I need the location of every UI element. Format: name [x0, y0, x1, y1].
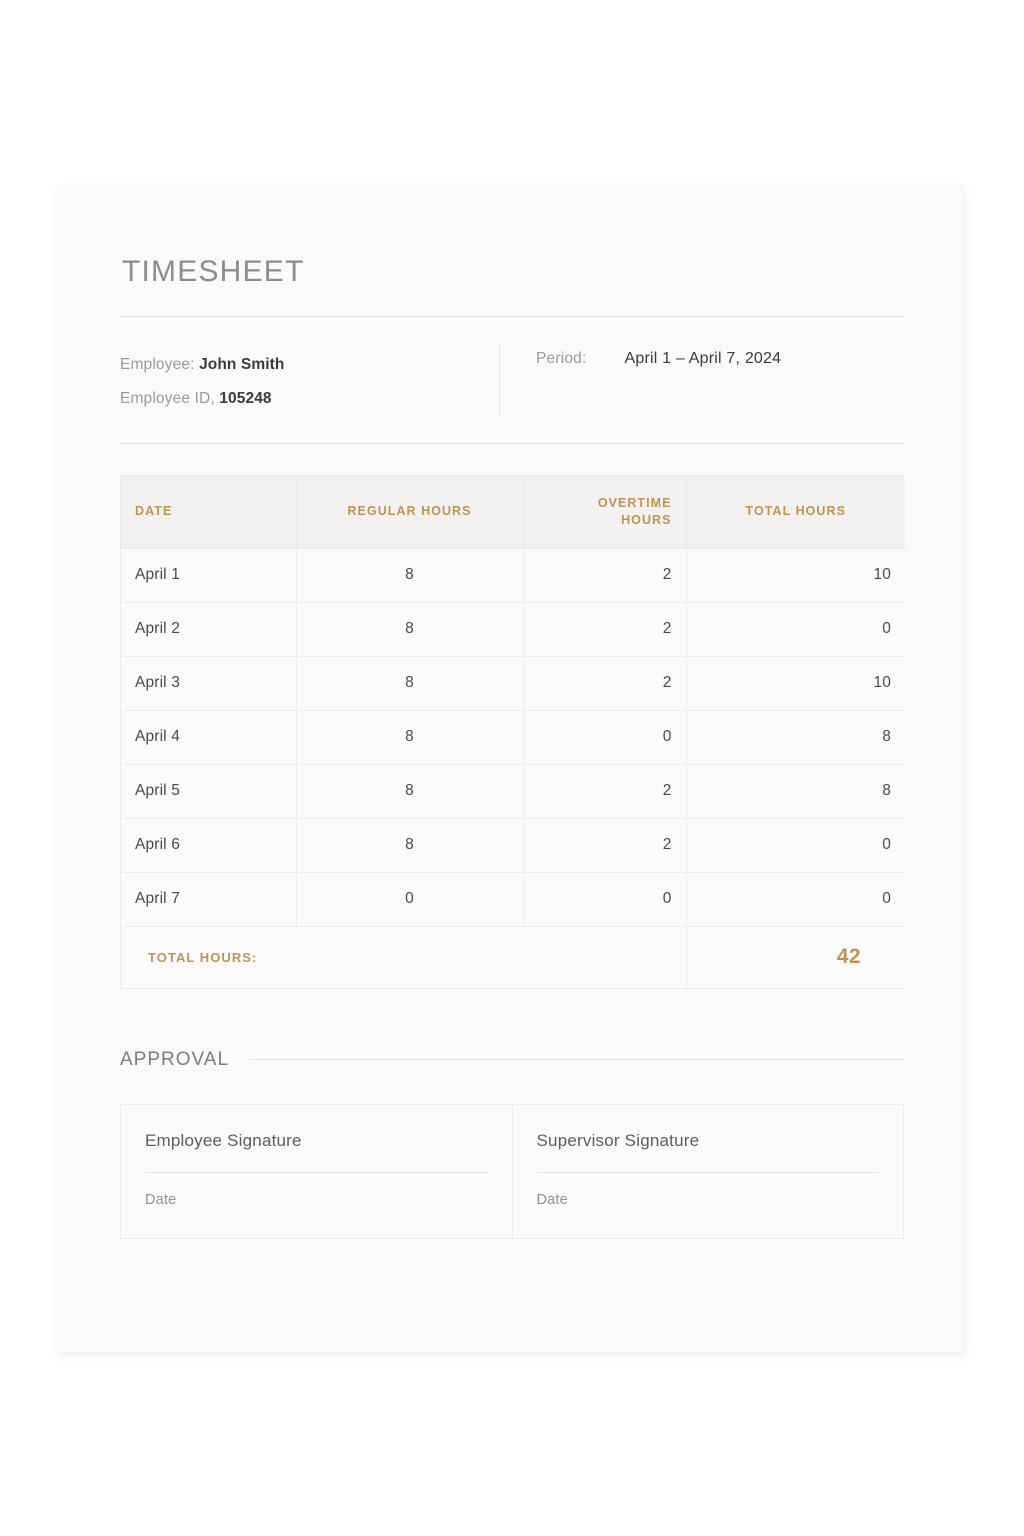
day-cell: April 5 [121, 764, 296, 818]
table-row [121, 710, 905, 764]
column-header-total-hours: TOTAL HOURS [686, 476, 905, 548]
table-row [121, 656, 905, 710]
table-row [121, 872, 905, 926]
employee-info-block [120, 341, 904, 423]
employee-id-label: Employee ID, [120, 390, 215, 407]
employee-signature-date-label: Date [145, 1191, 177, 1208]
column-header-regular-hours: REGULAR HOURS [296, 476, 523, 548]
supervisor-signature-line [537, 1172, 880, 1173]
table-row [121, 818, 905, 872]
total-hours-value: 42 [686, 926, 905, 988]
total-hours-cell: 0 [686, 602, 905, 656]
regular-hours-cell: 8 [296, 818, 523, 872]
day-cell: April 7 [121, 872, 296, 926]
document-content [120, 185, 904, 1239]
column-header-date: DATE [121, 476, 296, 548]
overtime-hours-cell: 0 [523, 710, 686, 764]
approval-section-header [120, 1049, 904, 1071]
overtime-header-line-1: OVERTIME [597, 496, 672, 510]
overtime-hours-cell: 2 [523, 818, 686, 872]
employee-name-label: Employee: [120, 356, 195, 373]
table-row [121, 548, 905, 602]
total-hours-label: TOTAL HOURS: [121, 926, 686, 988]
hours-table-container [120, 475, 904, 989]
total-hours-cell: 8 [686, 710, 905, 764]
approval-divider [249, 1059, 904, 1060]
regular-hours-cell: 8 [296, 602, 523, 656]
period-label: Period: [536, 350, 587, 367]
day-cell: April 1 [121, 548, 296, 602]
signature-section [120, 1104, 904, 1239]
table-header [121, 476, 905, 548]
table-body [121, 548, 905, 926]
total-hours-cell: 0 [686, 818, 905, 872]
overtime-hours-cell: 2 [523, 656, 686, 710]
overtime-header-line-2: HOURS [621, 512, 672, 527]
title-divider [120, 316, 904, 317]
day-cell: April 4 [121, 710, 296, 764]
table-row [121, 764, 905, 818]
regular-hours-cell: 8 [296, 548, 523, 602]
overtime-hours-cell: 2 [523, 548, 686, 602]
regular-hours-cell: 8 [296, 656, 523, 710]
approval-title: APPROVAL [120, 1048, 230, 1070]
day-cell: April 6 [121, 818, 296, 872]
total-hours-cell: 0 [686, 872, 905, 926]
employee-signature-line [145, 1172, 488, 1173]
regular-hours-cell: 0 [296, 872, 523, 926]
supervisor-signature-label: Supervisor Signature [536, 1130, 700, 1150]
table-footer [121, 926, 905, 988]
total-hours-row [121, 926, 905, 988]
column-header-overtime-hours [523, 476, 686, 548]
employee-signature-label: Employee Signature [145, 1130, 302, 1150]
day-cell: April 3 [121, 656, 296, 710]
hours-table [121, 476, 905, 989]
employee-signature-box[interactable] [121, 1105, 512, 1238]
employee-details [120, 341, 499, 423]
employee-name-value: John Smith [199, 356, 285, 373]
total-hours-cell: 10 [686, 656, 905, 710]
supervisor-signature-box[interactable] [512, 1105, 904, 1238]
table-header-row [121, 476, 905, 548]
meta-bottom-divider [120, 443, 904, 444]
overtime-hours-cell: 2 [523, 764, 686, 818]
regular-hours-cell: 8 [296, 710, 523, 764]
period-details [500, 341, 904, 423]
page-title: TIMESHEET [122, 255, 305, 288]
employee-name-row [120, 348, 499, 382]
employee-id-value: 105248 [219, 390, 272, 407]
day-cell: April 2 [121, 602, 296, 656]
employee-id-row [120, 382, 499, 416]
supervisor-signature-date-label: Date [536, 1191, 568, 1208]
timesheet-document-card [57, 185, 963, 1352]
table-row [121, 602, 905, 656]
regular-hours-cell: 8 [296, 764, 523, 818]
total-hours-cell: 8 [686, 764, 905, 818]
period-value: April 1 – April 7, 2024 [624, 350, 782, 367]
overtime-hours-cell: 2 [523, 602, 686, 656]
overtime-hours-cell: 0 [523, 872, 686, 926]
total-hours-cell: 10 [686, 548, 905, 602]
